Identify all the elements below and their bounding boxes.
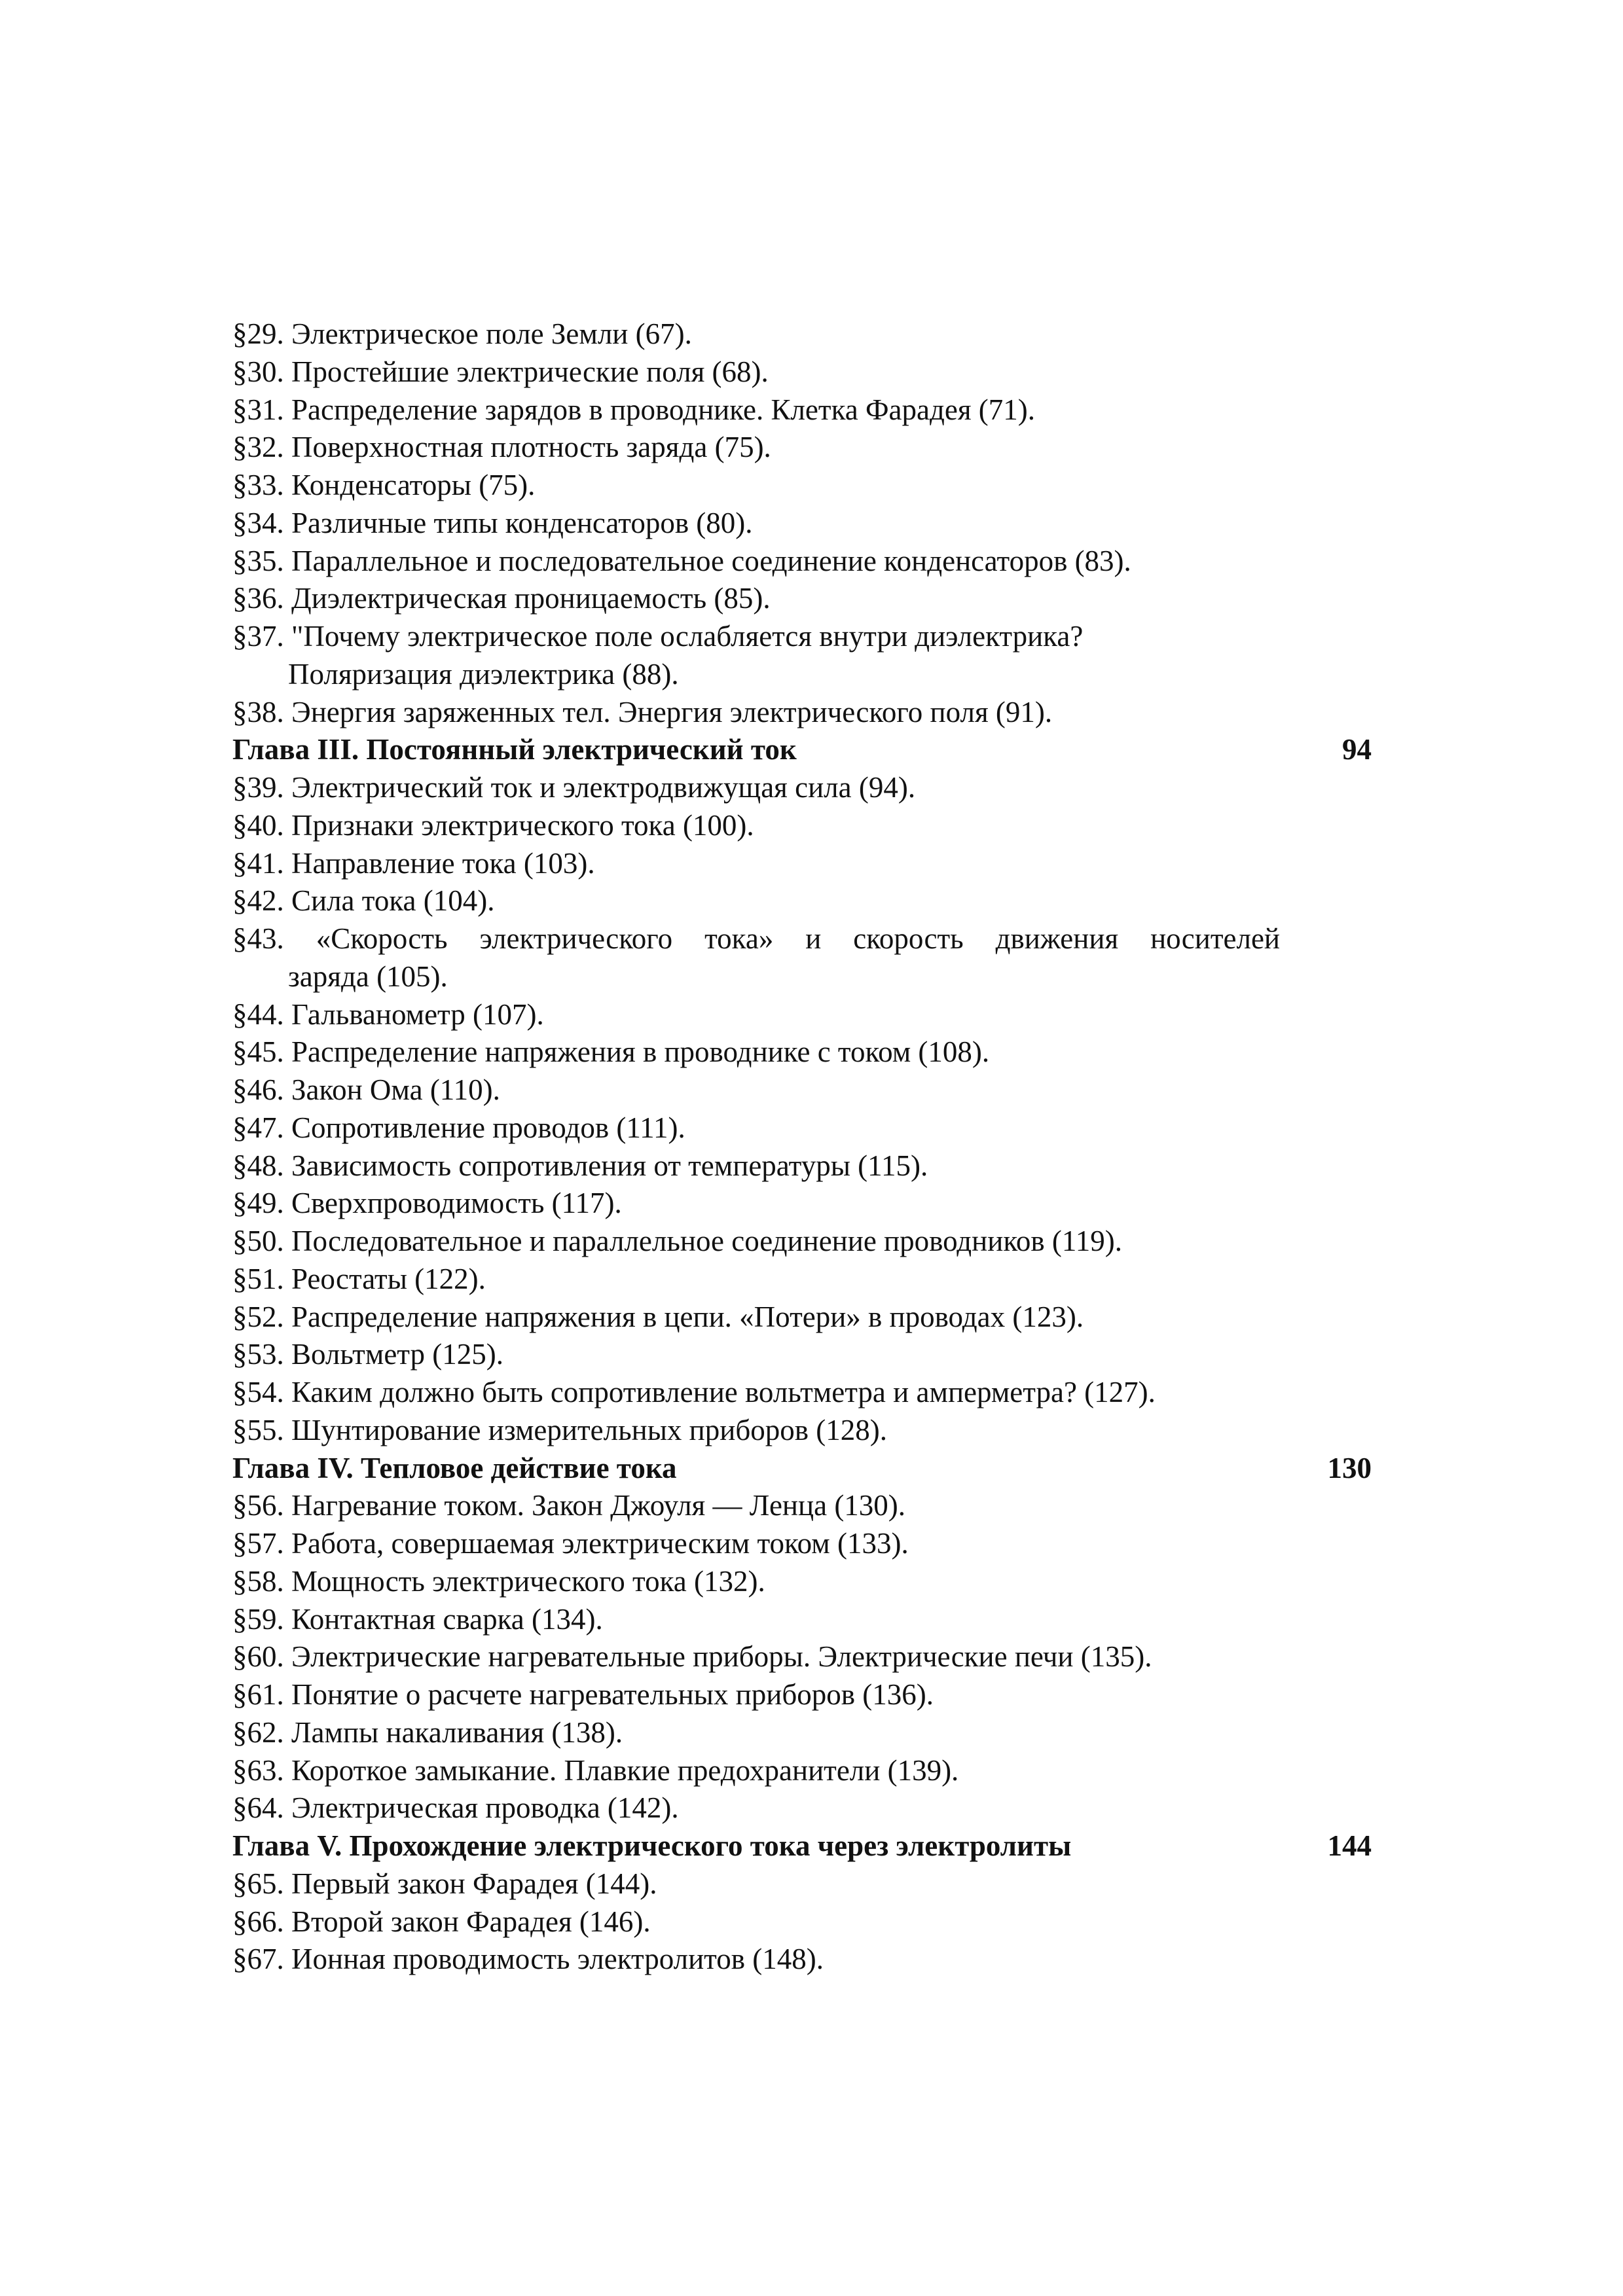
toc-item: §42. Сила тока (104). [232,884,495,918]
chapter-title: Глава IV. Тепловое действие тока [232,1451,677,1484]
toc-item: §33. Конденсаторы (75). [232,469,536,501]
toc-item: §35. Параллельное и последовательное соединение конденсаторов (83). [232,544,1131,577]
toc-item: §45. Распределение напряжения в проводнике с током (108). [232,1035,990,1069]
toc-item: §46. Закон Ома (110). [232,1073,500,1106]
toc-item: §55. Шунтирование измерительных приборов (128). [232,1413,887,1446]
toc-item: §60. Электрические нагревательные приборы. Электрические печи (135). [232,1640,1152,1674]
toc-item: §53. Вольтметр (125). [232,1338,503,1371]
toc-item: §51. Реостаты (122). [232,1262,486,1295]
toc-item-continuation: заряда (105). [288,960,448,993]
toc-item: §58. Мощность электрического тока (132). [232,1564,765,1598]
toc-item: §48. Зависимость сопротивления от температуры (115). [232,1149,928,1182]
chapter-title: Глава V. Прохождение электрического тока через электролиты [232,1829,1072,1862]
chapter-heading [232,1827,1385,1865]
chapter-page-number: 130 [1327,1451,1372,1484]
chapter-page-number: 94 [1342,733,1372,766]
toc-item: §64. Электрическая проводка (142). [232,1791,679,1825]
toc-item: §41. Направление тока (103). [232,846,595,880]
toc-item: §39. Электрический ток и электродвижущая сила (94). [232,771,916,804]
toc-item: §56. Нагревание током. Закон Джоуля — Ленца (130). [232,1489,906,1522]
toc-item: §31. Распределение зарядов в проводнике. Клетка Фарадея (71). [232,393,1036,426]
toc-item: §63. Короткое замыкание. Плавкие предохранители (139). [232,1753,959,1787]
toc-item: §57. Работа, совершаемая электрическим током (133). [232,1527,909,1560]
toc-item: §44. Гальванометр (107). [232,997,544,1031]
toc-item: §52. Распределение напряжения в цепи. «Потери» в проводах (123). [232,1300,1084,1333]
toc-item: §37. "Почему электрическое поле ослабляется внутри диэлектрика? [232,620,1084,653]
toc-item: §59. Контактная сварка (134). [232,1602,603,1636]
toc-item: §66. Второй закон Фарадея (146). [232,1905,651,1938]
toc-item: §49. Сверхпроводимость (117). [232,1187,622,1220]
toc-item: §54. Каким должно быть сопротивление вольтметра и амперметра? (127). [232,1376,1156,1408]
toc-item: §40. Признаки электрического тока (100). [232,808,754,842]
toc-item: §67. Ионная проводимость электролитов (148). [232,1943,824,1976]
chapter-page-number: 144 [1327,1829,1372,1862]
toc-item: §61. Понятие о расчете нагревательных приборов (136). [232,1678,934,1711]
toc-item: §38. Энергия заряженных тел. Энергия электрического поля (91). [232,695,1053,728]
toc-item: §47. Сопротивление проводов (111). [232,1111,685,1144]
toc-item: §62. Лампы накаливания (138). [232,1715,623,1749]
chapter-heading [232,731,1385,769]
chapter-heading [232,1450,1385,1488]
toc-item: §65. Первый закон Фарадея (144). [232,1867,657,1900]
toc-item: §32. Поверхностная плотность заряда (75). [232,431,771,464]
chapter-title: Глава III. Постоянный электрический ток [232,733,797,766]
toc-item: §36. Диэлектрическая проницаемость (85). [232,582,771,615]
toc-item-continuation: Поляризация диэлектрика (88). [288,657,679,691]
toc-item: §43. «Скорость электрического тока» и скорость движения носителей [232,922,1280,955]
toc-item: §29. Электрическое поле Земли (67). [232,317,692,350]
toc-item: §30. Простейшие электрические поля (68). [232,355,769,388]
toc-item: §34. Различные типы конденсаторов (80). [232,506,753,539]
table-of-contents [232,315,1385,1979]
toc-item: §50. Последовательное и параллельное соединение проводников (119). [232,1225,1122,1257]
